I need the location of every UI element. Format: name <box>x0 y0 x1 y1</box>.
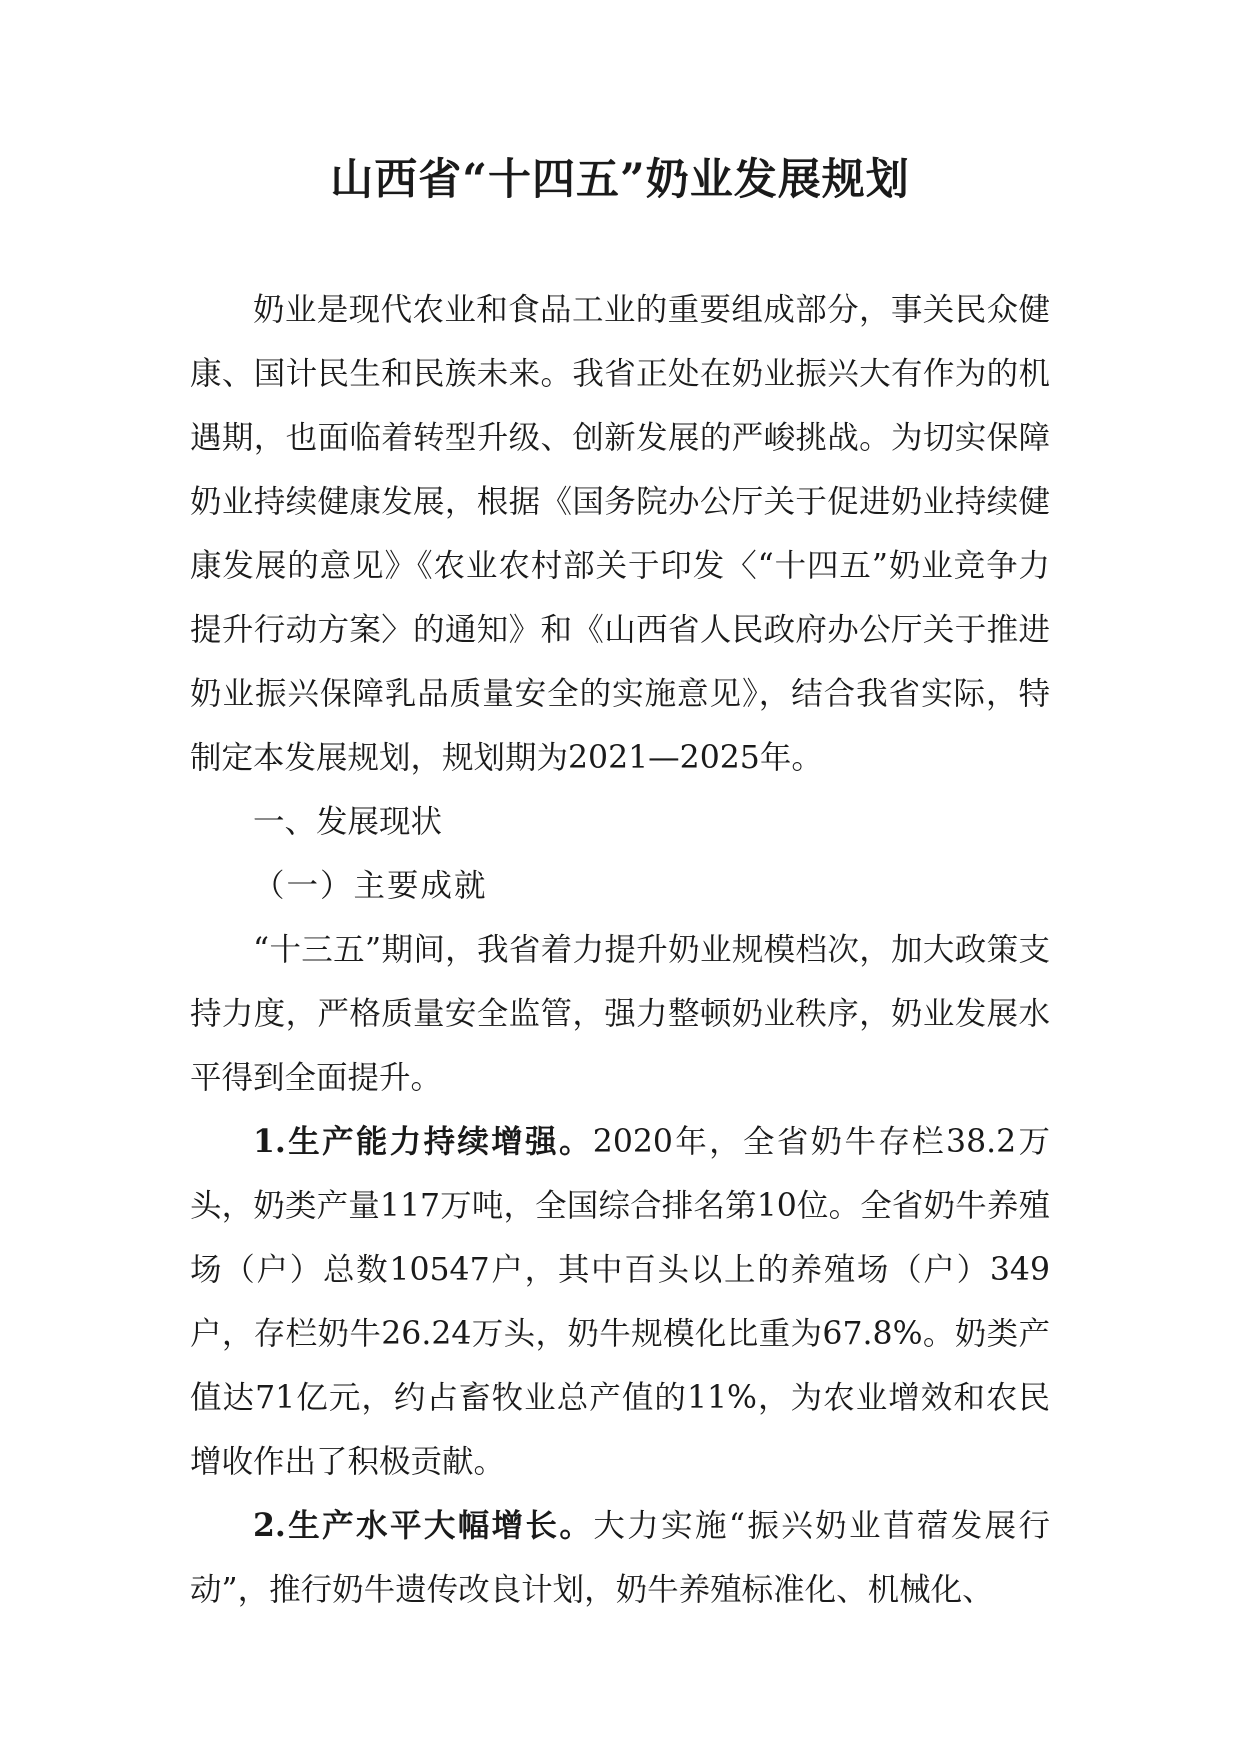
document-title: 山西省“十四五”奶业发展规划 <box>330 155 910 205</box>
item-production-capacity <box>190 1110 1050 1494</box>
item-production-capacity-text: 2020年，全省奶牛存栏38.2万头，奶类产量117万吨，全国综合排名第10位。全省奶牛养殖场（户）总数10547户，其中百头以上的养殖场（户）349户，存栏奶牛26.24万头，奶牛规模化比重为67.8%。奶类产值达71亿元，约占畜牧业总产值的11%，为农业增效和农民增收作出了积极贡献。 <box>190 1124 1050 1480</box>
item-production-level-text: 大力实施“振兴奶业苜蓿发展行动”，推行奶牛遗传改良计划，奶牛养殖标准化、机械化、 <box>190 1508 1051 1608</box>
item-production-level-lead: 2.生产水平大幅增长。 <box>253 1507 594 1544</box>
intro-paragraph: 奶业是现代农业和食品工业的重要组成部分，事关民众健康、国计民生和民族未来。我省正处在奶业振兴大有作为的机遇期，也面临着转型升级、创新发展的严峻挑战。为切实保障奶业持续健康发展，根据《国务院办公厅关于促进奶业持续健康发展的意见》《农业农村部关于印发〈“十四五”奶业竞争力提升行动方案〉的通知》和《山西省人民政府办公厅关于推进奶业振兴保障乳品质量安全的实施意见》，结合我省实际，特制定本发展规划，规划期为2021—2025年。 <box>190 292 1050 776</box>
item-production-capacity-lead: 1.生产能力持续增强。 <box>253 1123 593 1160</box>
item-production-level <box>190 1494 1050 1622</box>
subsection-heading-main-achievements: （一）主要成就 <box>253 868 488 904</box>
summary-paragraph: “十三五”期间，我省着力提升奶业规模档次，加大政策支持力度，严格质量安全监管，强力整顿奶业秩序，奶业发展水平得到全面提升。 <box>190 932 1050 1096</box>
section-heading-development-status: 一、发展现状 <box>253 804 443 840</box>
document-body <box>190 278 1050 1622</box>
